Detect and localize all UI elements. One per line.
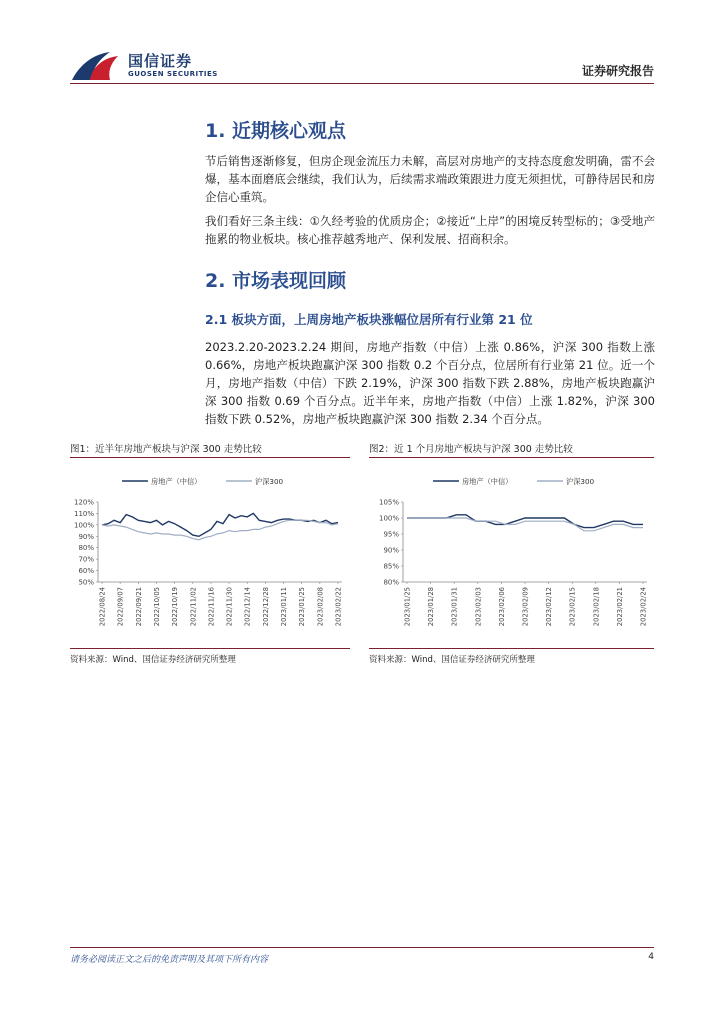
x-tick-label: 2022/12/14: [243, 587, 252, 627]
x-tick-label: 2023/01/28: [427, 587, 436, 627]
x-tick-label: 2022/12/28: [261, 587, 270, 627]
figure1-bottom-rule: [70, 648, 350, 649]
figure2-source: 资料来源：Wind、国信证券经济研究所整理: [369, 655, 535, 665]
y-tick-label: 90%: [78, 532, 94, 541]
header-divider: [70, 83, 654, 84]
y-tick-label: 85%: [383, 562, 399, 571]
x-tick-label: 2023/01/25: [298, 587, 307, 627]
footer-divider: [70, 947, 654, 948]
x-tick-label: 2023/02/18: [592, 587, 601, 627]
x-tick-label: 2023/01/31: [450, 587, 459, 627]
guosen-logo-icon: [70, 50, 122, 82]
x-tick-label: 2023/02/09: [521, 587, 530, 627]
figure2-title: 图2：近 1 个月房地产板块与沪深 300 走势比较: [369, 444, 573, 455]
legend-label: 沪深300: [566, 477, 595, 486]
y-tick-label: 100%: [73, 521, 94, 530]
x-tick-label: 2022/11/16: [207, 587, 216, 627]
y-tick-label: 100%: [378, 514, 399, 523]
x-tick-label: 2022/09/21: [134, 587, 143, 627]
disclaimer-note: 请务必阅读正文之后的免责声明及其项下所有内容: [70, 955, 269, 965]
chart-1: [70, 460, 350, 645]
figure2-bottom-rule: [369, 648, 654, 649]
y-tick-label: 50%: [78, 578, 94, 587]
x-tick-label: 2023/02/08: [316, 587, 325, 627]
legend-label: 沪深300: [255, 477, 284, 486]
section1-paragraph-2: 我们看好三条主线：①久经考验的优质房企；②接近“上岸”的困境反转型标的；③受地产拖累的物业板块。核心推荐越秀地产、保利发展、招商积余。: [205, 214, 655, 246]
section2-paragraph: 2023.2.20-2023.2.24 期间，房地产指数（中信）上涨 0.86%，沪深 300 指数上涨 0.66%，房地产板块跑赢沪深 300 指数 0.2 个百分点，位居所有行业第 21 位。近一个月，房地产指数（中信）下跌 2.19%，沪深 300 指数下跌 2.88%，房地产板块跑赢沪深 300 指数 0.69 个百分点。近半年来，房地产指数（中信）上涨 1.82%，沪深 300 指数下跌 0.52%，房地产板块跑赢沪深 300 指数 2.34 个百分点。: [205, 340, 655, 426]
x-tick-label: 2023/02/03: [474, 587, 483, 627]
section1-paragraph-1: 节后销售逐渐修复，但房企现金流压力未解，高层对房地产的支持态度愈发明确，雷不会爆，基本面磨底会继续，我们认为，后续需求端政策跟进力度无须担忧，可静待居民和房企信心重筑。: [205, 154, 655, 204]
y-tick-label: 120%: [73, 498, 94, 507]
legend-label: 房地产（中信）: [151, 477, 202, 486]
section1-title: 1. 近期核心观点: [205, 120, 347, 142]
x-tick-label: 2023/02/21: [615, 587, 624, 627]
x-tick-label: 2023/01/11: [280, 587, 289, 627]
y-tick-label: 80%: [383, 578, 399, 587]
figure1-title: 图1：近半年房地产板块与沪深 300 走势比较: [70, 444, 262, 455]
y-tick-label: 60%: [78, 567, 94, 576]
chart-2: [369, 460, 654, 645]
x-tick-label: 2023/02/22: [334, 587, 343, 627]
y-tick-label: 95%: [383, 530, 399, 539]
y-tick-label: 90%: [383, 546, 399, 555]
x-tick-label: 2022/11/02: [189, 587, 198, 627]
figure1-top-rule: [70, 457, 350, 458]
y-tick-label: 80%: [78, 544, 94, 553]
y-tick-label: 110%: [73, 509, 94, 518]
brand-english: GUOSEN SECURITIES: [128, 70, 218, 78]
x-tick-label: 2022/10/19: [171, 587, 180, 627]
section2-subtitle: 2.1 板块方面，上周房地产板块涨幅位居所有行业第 21 位: [205, 312, 533, 327]
brand-name: 国信证券: [128, 52, 193, 70]
x-tick-label: 2022/10/05: [152, 587, 161, 627]
x-tick-label: 2023/02/06: [497, 587, 506, 627]
y-tick-label: 105%: [378, 498, 399, 507]
x-tick-label: 2023/02/24: [639, 587, 648, 627]
x-tick-label: 2022/11/30: [225, 587, 234, 627]
figure1-source: 资料来源：Wind、国信证券经济研究所整理: [70, 655, 236, 665]
x-tick-label: 2023/02/15: [568, 587, 577, 627]
series-line-csi300: [407, 518, 643, 531]
figure2-top-rule: [369, 457, 654, 458]
legend-label: 房地产（中信）: [462, 477, 513, 486]
x-tick-label: 2022/08/24: [98, 587, 107, 627]
page-number: 4: [648, 952, 654, 962]
x-tick-label: 2023/02/12: [545, 587, 554, 627]
x-tick-label: 2023/01/25: [403, 587, 412, 627]
y-tick-label: 70%: [78, 555, 94, 564]
x-tick-label: 2022/09/07: [116, 587, 125, 627]
report-type-label: 证券研究报告: [581, 64, 654, 78]
section2-title: 2. 市场表现回顾: [205, 270, 347, 292]
